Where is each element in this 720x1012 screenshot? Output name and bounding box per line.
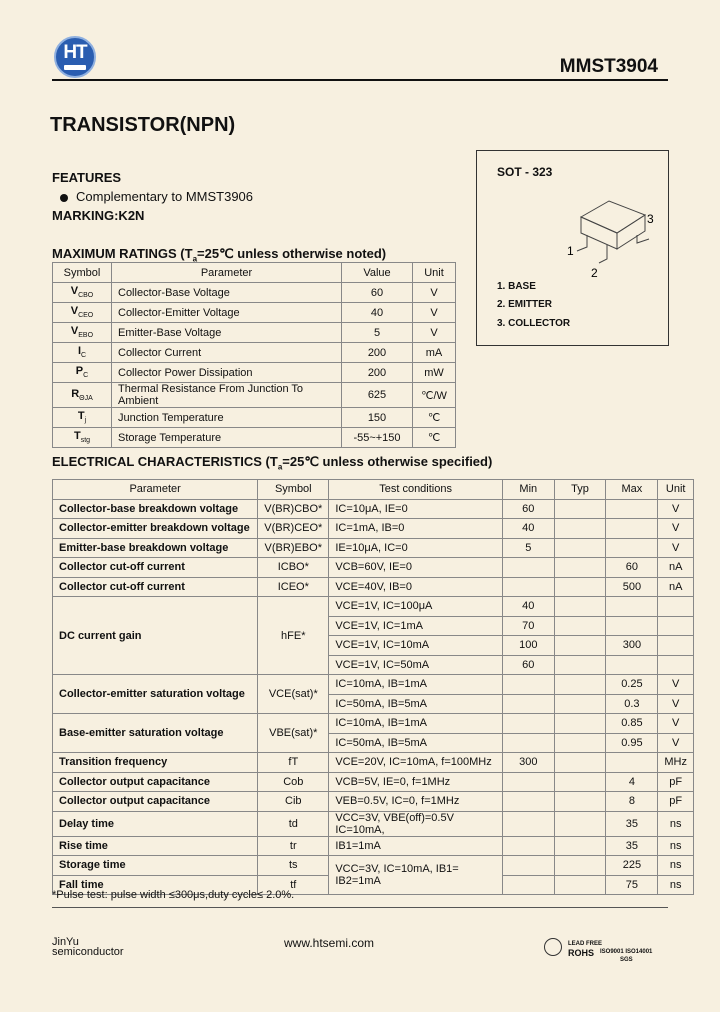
table-row: Collector output capacitance Cob VCB=5V, IE=0, f=1MHz 4 pF	[53, 772, 694, 792]
features-heading: FEATURES	[52, 170, 122, 185]
table-row: Collector-emitter saturation voltage VCE(sat)* IC=10mA, IB=1mA 0.25 V	[53, 675, 694, 695]
table-row: Storage time ts VCC=3V, IC=10mA, IB1= IB2=1mA 225 ns	[53, 856, 694, 876]
company-logo	[54, 36, 96, 78]
marking-code: MARKING:K2N	[52, 208, 145, 223]
table-header-row	[53, 263, 456, 283]
table-row: $P_C$ Collector Power Dissipation 200 mW	[53, 363, 456, 383]
electrical-heading: ELECTRICAL CHARACTERISTICS ($T_a=25℃$ unless otherwise specified)	[52, 454, 493, 472]
table-row: $V_{EBO}$ Emitter-Base Voltage 5 V	[53, 323, 456, 343]
table-row: Transition frequency fT VCE=20V, IC=10mA, f=100MHz 300 MHz	[53, 753, 694, 773]
table-row: Collector-base breakdown voltage V(BR)CBO* IC=10μA, IE=0 60 V	[53, 499, 694, 519]
table-row: $I_C$ Collector Current 200 mA	[53, 343, 456, 363]
table-row: VCE=1V, IC=50mA 60	[53, 655, 694, 675]
table-row: IC=50mA, IB=5mA 0.95 V	[53, 733, 694, 753]
package-drawing	[567, 191, 667, 291]
company-name: JinYu	[52, 936, 79, 948]
pulse-test-note: *Pulse test: pulse width ≤300μs,duty cycle≤ 2.0%.	[52, 889, 295, 901]
table-row: Rise time tr IB1=1mA 35 ns	[53, 836, 694, 856]
logo-text: HT	[63, 42, 87, 63]
col-value: Value	[342, 263, 413, 283]
footer-divider	[52, 907, 668, 908]
col-symbol: Symbol	[53, 263, 112, 283]
part-number: MMST3904	[559, 56, 658, 77]
pin-label-1: 1	[567, 244, 574, 258]
table-row: Collector-emitter breakdown voltage V(BR)CEO* IC=1mA, IB=0 40 V	[53, 519, 694, 539]
table-row: $R_{\Theta JA}$ Thermal Resistance From Junction To Ambient 625 ℃/W	[53, 383, 456, 408]
pin-label-2: 2	[591, 266, 598, 280]
table-row: $V_{CEO}$ Collector-Emitter Voltage 40 V	[53, 303, 456, 323]
table-row: Delay time td VCC=3V, VBE(off)=0.5V IC=10mA, 35 ns	[53, 811, 694, 836]
table-header-row: Parameter Symbol Test conditions Min Typ Max Unit	[53, 480, 694, 500]
feature-item	[60, 189, 253, 204]
website-link[interactable]: www.htsemi.com	[284, 936, 375, 950]
page-title: TRANSISTOR(NPN)	[50, 114, 236, 136]
table-row: DC current gain hFE* VCE=1V, IC=100μA 40	[53, 597, 694, 617]
table-row: $T_j$ Junction Temperature 150 ℃	[53, 408, 456, 428]
pin-label-3: 3	[647, 212, 654, 226]
table-row: Collector cut-off current ICEO* VCE=40V, IB=0 500 nA	[53, 577, 694, 597]
lead-free-label: LEAD FREE	[568, 941, 603, 947]
rohs-label: ROHS	[568, 948, 595, 958]
table-row: IC=50mA, IB=5mA 0.3 V	[53, 694, 694, 714]
package-name: SOT - 323	[497, 165, 553, 179]
header-divider	[52, 79, 668, 81]
table-row: $T_{stg}$ Storage Temperature -55~+150 ℃	[53, 428, 456, 448]
pb-free-icon	[544, 938, 562, 956]
logo-subbar	[64, 65, 86, 70]
package-box	[476, 150, 669, 346]
table-row: Collector output capacitance Cib VEB=0.5V, IC=0, f=1MHz 8 pF	[53, 792, 694, 812]
table-row: VCE=1V, IC=10mA 100 300	[53, 636, 694, 656]
electrical-table	[52, 479, 694, 895]
pin-3-desc: 3. COLLECTOR	[497, 318, 571, 329]
feature-text: Complementary to MMST3906	[76, 189, 254, 204]
table-row: $V_{CBO}$ Collector-Base Voltage 60 V	[53, 283, 456, 303]
col-parameter: Parameter	[112, 263, 342, 283]
table-row: VCE=1V, IC=1mA 70	[53, 616, 694, 636]
pin-1-desc: 1. BASE	[497, 281, 536, 292]
table-row: Collector cut-off current ICBO* VCB=60V, IE=0 60 nA	[53, 558, 694, 578]
company-subtitle: semiconductor	[52, 946, 124, 958]
col-unit: Unit	[413, 263, 456, 283]
max-ratings-heading: MAXIMUM RATINGS ($T_a=25℃$ unless otherwise noted)	[52, 246, 387, 264]
bullet-icon	[60, 194, 68, 202]
iso-label: ISO9001 ISO14001	[600, 949, 653, 955]
sgs-label: SGS	[620, 957, 633, 963]
table-row: Base-emitter saturation voltage VBE(sat)* IC=10mA, IB=1mA 0.85 V	[53, 714, 694, 734]
pin-2-desc: 2. EMITTER	[497, 299, 553, 310]
table-row: Emitter-base breakdown voltage V(BR)EBO* IE=10μA, IC=0 5 V	[53, 538, 694, 558]
table-row: Fall time tf 75 ns	[53, 875, 694, 895]
max-ratings-table	[52, 262, 456, 448]
